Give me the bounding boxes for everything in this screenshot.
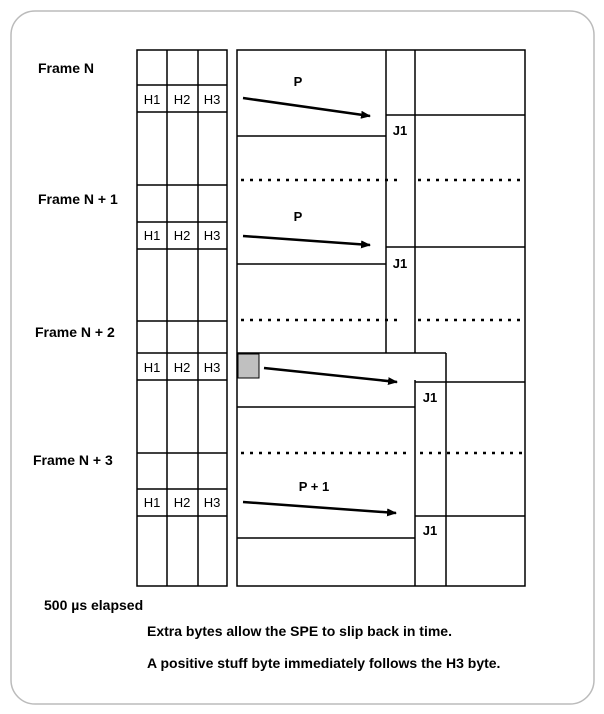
pointer-value-label: P + 1 [298,479,330,494]
frame-label: Frame N + 1 [38,191,118,207]
stuff-byte [238,354,259,378]
j1-label: J1 [422,523,438,538]
j1-label: J1 [422,390,438,405]
frame-label: Frame N + 2 [35,324,115,340]
h3-label: H3 [203,228,221,243]
h1-label: H1 [143,360,161,375]
h3-label: H3 [203,495,221,510]
h2-label: H2 [173,360,191,375]
h1-label: H1 [143,92,161,107]
elapsed-label: 500 µs elapsed [44,597,144,613]
pointer-value-label: P [293,74,303,89]
j1-label: J1 [392,123,408,138]
frame-label: Frame N + 3 [33,452,113,468]
h2-label: H2 [173,228,191,243]
h3-label: H3 [203,92,221,107]
frame-label: Frame N [38,60,95,76]
h2-label: H2 [173,92,191,107]
j1-label: J1 [392,256,408,271]
h2-label: H2 [173,495,191,510]
h1-label: H1 [143,495,161,510]
note-stuff-byte: A positive stuff byte immediately follows the H3 byte. [147,655,501,671]
pointer-value-label: P [293,209,303,224]
h3-label: H3 [203,360,221,375]
h1-label: H1 [143,228,161,243]
note-slip-back: Extra bytes allow the SPE to slip back in time. [147,623,452,639]
